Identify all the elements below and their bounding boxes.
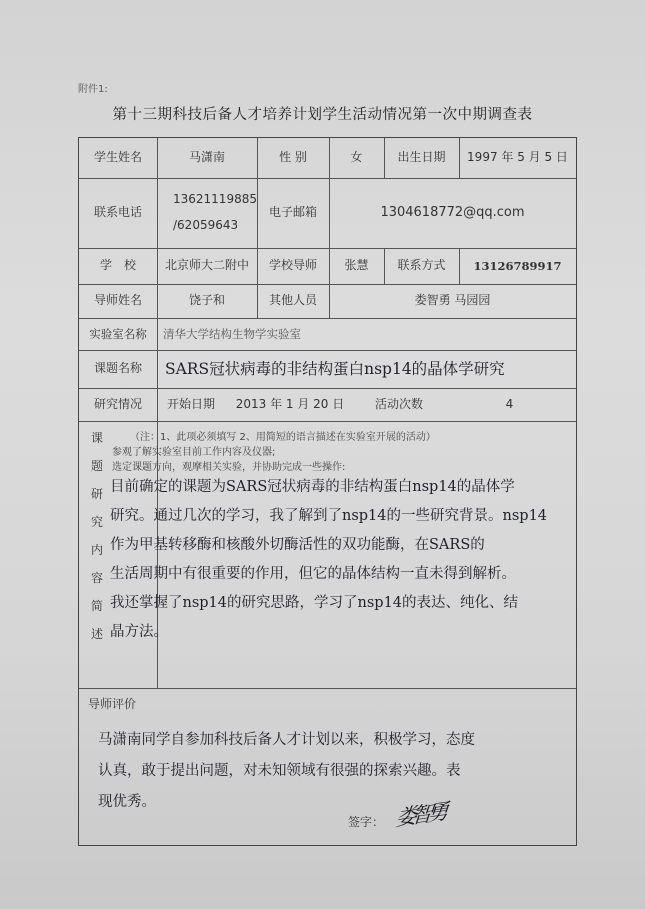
activity-count-label: 活动次数: [374, 396, 423, 411]
email-value: 1304618772@qq.com: [380, 204, 525, 220]
form-title: 第十三期科技后备人才培养计划学生活动情况第一次中期调查表: [112, 107, 533, 123]
school-mentor-label: 学校导师: [268, 258, 317, 273]
advisor-label: 导师姓名: [93, 293, 142, 308]
birth-label: 出生日期: [397, 150, 446, 165]
column-divider: [157, 421, 158, 688]
summary-line: 作为甲基转移酶和核酸外切酶活性的双功能酶，在SARS的: [110, 537, 485, 553]
phone-label: 联系电话: [93, 205, 142, 220]
others-value: 娄智勇 马园园: [414, 293, 491, 308]
school-mentor-value: 张慧: [344, 258, 369, 273]
school-label: 学 校: [99, 258, 136, 273]
gender-value: 女: [350, 150, 363, 165]
evaluation-line: 认真，敢于提出问题，对未知领域有很强的探索兴趣。表: [98, 763, 461, 779]
attachment-label: 附件1:: [78, 84, 108, 95]
row-divider: [79, 688, 576, 689]
summary-note: （注：1、此项必须填写 2、用简短的语言描述在实验室开展的活动）: [130, 432, 436, 443]
status-label: 研究情况: [93, 396, 142, 411]
summary-line: 目前确定的课题为SARS冠状病毒的非结构蛋白nsp14的晶体学: [110, 479, 515, 495]
school-value: 北京师大二附中: [164, 258, 249, 273]
row-divider: [79, 421, 576, 422]
column-divider: [157, 350, 158, 388]
summary-side-label: 课 题 研 究 内 容 简 述: [90, 431, 103, 641]
column-divider: [157, 318, 158, 350]
phone-number: 13621119885: [173, 192, 257, 207]
summary-item-2: 选定课题方向，观摩相关实验，并协助完成一些操作:: [112, 462, 346, 473]
others-label: 其他人员: [268, 293, 317, 308]
signature-label: 签字：: [348, 815, 385, 829]
contact-label: 联系方式: [397, 258, 446, 273]
email-label: 电子邮箱: [268, 205, 317, 220]
evaluation-label: 导师评价: [88, 697, 137, 711]
lab-value: 清华大学结构生物学实验室: [163, 326, 301, 341]
lab-label: 实验室名称: [89, 326, 147, 341]
activity-count-value: 4: [505, 396, 514, 411]
phone-values: [157, 178, 257, 248]
summary-line: 我还掌握了nsp14的研究思路，学习了nsp14的表达、纯化、结: [110, 595, 519, 611]
summary-line: 研究。通过几次的学习，我了解到了nsp14的一些研究背景。nsp14: [110, 508, 548, 524]
gender-label: 性 别: [279, 150, 307, 165]
start-date-label: 开始日期: [166, 396, 215, 411]
phone-number-alt: /62059643: [173, 218, 239, 232]
contact-value: 13126789917: [473, 258, 562, 273]
evaluation-line: 现优秀。: [98, 794, 156, 810]
signature: 娄智勇: [394, 799, 445, 831]
topic-label: 课题名称: [93, 361, 142, 376]
summary-line: 晶方法。: [110, 624, 168, 640]
survey-form-table: [78, 137, 577, 846]
birth-date: 1997 年 5 月 5 日: [467, 150, 568, 165]
evaluation-line: 马潇南同学自参加科技后备人才计划以来，积极学习，态度: [98, 732, 475, 748]
summary-item-1: 参观了解实验室目前工作内容及仪器;: [112, 447, 276, 458]
summary-line: 生活周期中有很重要的作用，但它的晶体结构一直未得到解析。: [110, 566, 516, 582]
topic-value: SARS冠状病毒的非结构蛋白nsp14的晶体学研究: [165, 359, 505, 378]
name-label: 学生姓名: [93, 150, 142, 165]
start-date-value: 2013 年 1 月 20 日: [235, 396, 345, 411]
advisor-value: 饶子和: [188, 293, 225, 308]
student-name: 马潇南: [188, 150, 225, 165]
